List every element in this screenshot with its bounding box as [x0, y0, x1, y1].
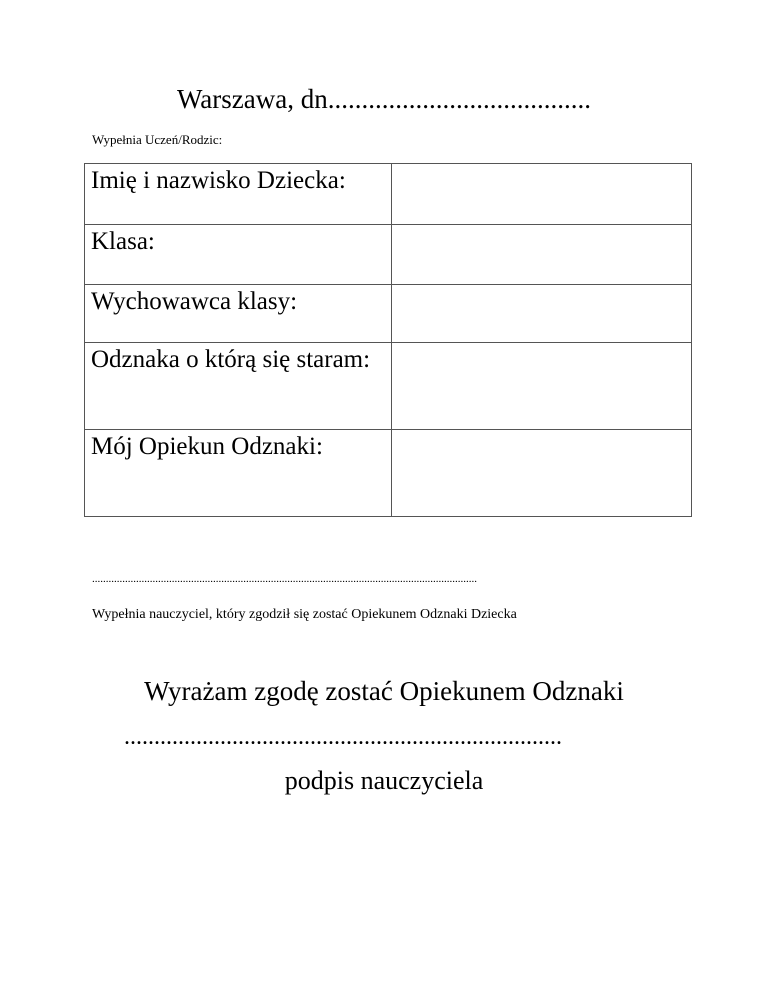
class-label: Klasa:: [85, 225, 392, 285]
child-name-label: Imię i nazwisko Dziecka:: [85, 164, 392, 225]
table-row: [85, 285, 692, 343]
student-info-table: [84, 163, 692, 517]
table-row: [85, 225, 692, 285]
badge-field[interactable]: [392, 343, 692, 430]
homeroom-teacher-label: Wychowawca klasy:: [85, 285, 392, 343]
child-name-field[interactable]: [392, 164, 692, 225]
badge-guardian-field[interactable]: [392, 430, 692, 517]
signature-caption: podpis nauczyciela: [284, 766, 484, 795]
dotted-separator: ............................................................................................................................................: [92, 573, 477, 585]
table-row: [85, 343, 692, 430]
class-field[interactable]: [392, 225, 692, 285]
badge-label: Odznaka o którą się staram:: [85, 343, 392, 430]
student-fill-instruction: Wypełnia Uczeń/Rodzic:: [92, 132, 223, 147]
consent-statement: Wyrażam zgodę zostać Opiekunem Odznaki: [144, 676, 624, 706]
table-row: [85, 164, 692, 225]
teacher-fill-instruction: Wypełnia nauczyciel, który zgodził się zostać Opiekunem Odznaki Dziecka: [92, 607, 517, 622]
table-row: [85, 430, 692, 517]
place-date-line: Warszawa, dn.......................................: [176, 84, 591, 114]
homeroom-teacher-field[interactable]: [392, 285, 692, 343]
signature-line[interactable]: .........................................................................: [124, 724, 562, 750]
badge-guardian-label: Mój Opiekun Odznaki:: [85, 430, 392, 517]
